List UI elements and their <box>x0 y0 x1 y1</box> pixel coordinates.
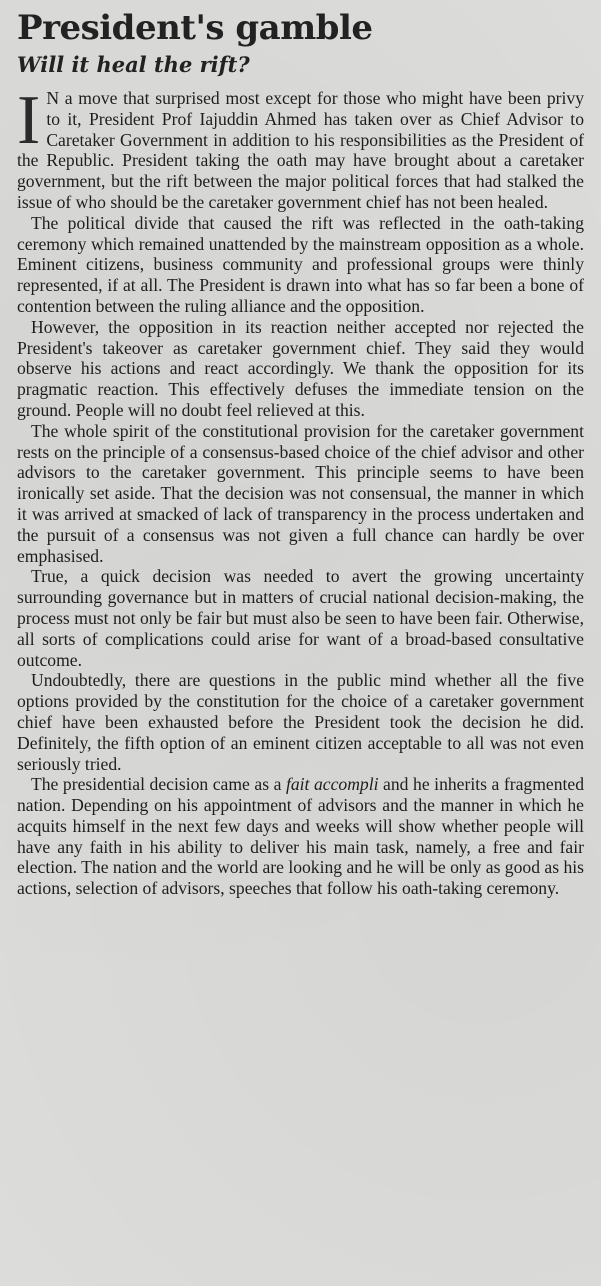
subheadline: Will it heal the rift? <box>17 52 250 77</box>
paragraph-5: True, a quick decision was needed to avert the growing uncertainty surrounding governance but in matters of crucial national decision-making, the process must not only be fair but must also be seen to have been fair. Otherwise, all sorts of complications could arise for want of a broad-based consultative outcome. <box>17 566 584 670</box>
paragraph-1-text: N a move that surprised most except for those who might have been privy to it, President Prof Iajuddin Ahmed has taken over as Chief Advisor to Caretaker Government in addition to his responsibilities as the President of the Republic. President taking the oath may have brought about a caretaker government, but the rift between the major political forces that had stalked the issue of who should be the caretaker government chief has not been healed. <box>17 88 584 212</box>
drop-cap: I <box>17 82 41 159</box>
paragraph-7 <box>17 774 584 899</box>
paragraph-7-text-a: The presidential decision came as a <box>31 774 286 795</box>
paragraph-3: However, the opposition in its reaction neither accepted nor rejected the President's takeover as caretaker government chief. They said they would observe his actions and react accordingly. We thank the opposition for its pragmatic reaction. This effectively defuses the immediate tension on the ground. People will no doubt feel relieved at this. <box>17 316 584 420</box>
article-body <box>17 82 584 899</box>
paragraph-1 <box>17 82 584 213</box>
paragraph-2: The political divide that caused the rift was reflected in the oath-taking ceremony which remained unattended by the mainstream opposition as a whole. Eminent citizens, business community and professional groups were thinly represented, if at all. The President is drawn into what has so far been a bone of contention between the ruling alliance and the opposition. <box>17 212 584 316</box>
paragraph-6: Undoubtedly, there are questions in the public mind whether all the five options provided by the constitution for the choice of a caretaker government chief have been exhausted before the President took the decision he did. Definitely, the fifth option of an eminent citizen acceptable to all was not even seriously tried. <box>17 670 584 774</box>
italic-phrase: fait accompli <box>285 774 379 795</box>
headline: President's gamble <box>17 8 373 48</box>
paragraph-4: The whole spirit of the constitutional provision for the caretaker government rests on the principle of a consensus-based choice of the chief advisor and other advisors to the caretaker government. This principle seems to have been ironically set aside. That the decision was not consensual, the manner in which it was arrived at smacked of lack of transparency in the process undertaken and the pursuit of a consensus was not given a full chance can hardly be over emphasised. <box>17 420 584 566</box>
paragraph-7-text-b: and he inherits a fragmented nation. Depending on his appointment of advisors and the manner in which he acquits himself in the next few days and weeks will show whether people will have any faith in his ability to deliver his main task, namely, a free and fair election. The nation and the world are looking and he will be only as good as his actions, selection of advisors, speeches that follow his oath-taking ceremony. <box>17 774 584 899</box>
